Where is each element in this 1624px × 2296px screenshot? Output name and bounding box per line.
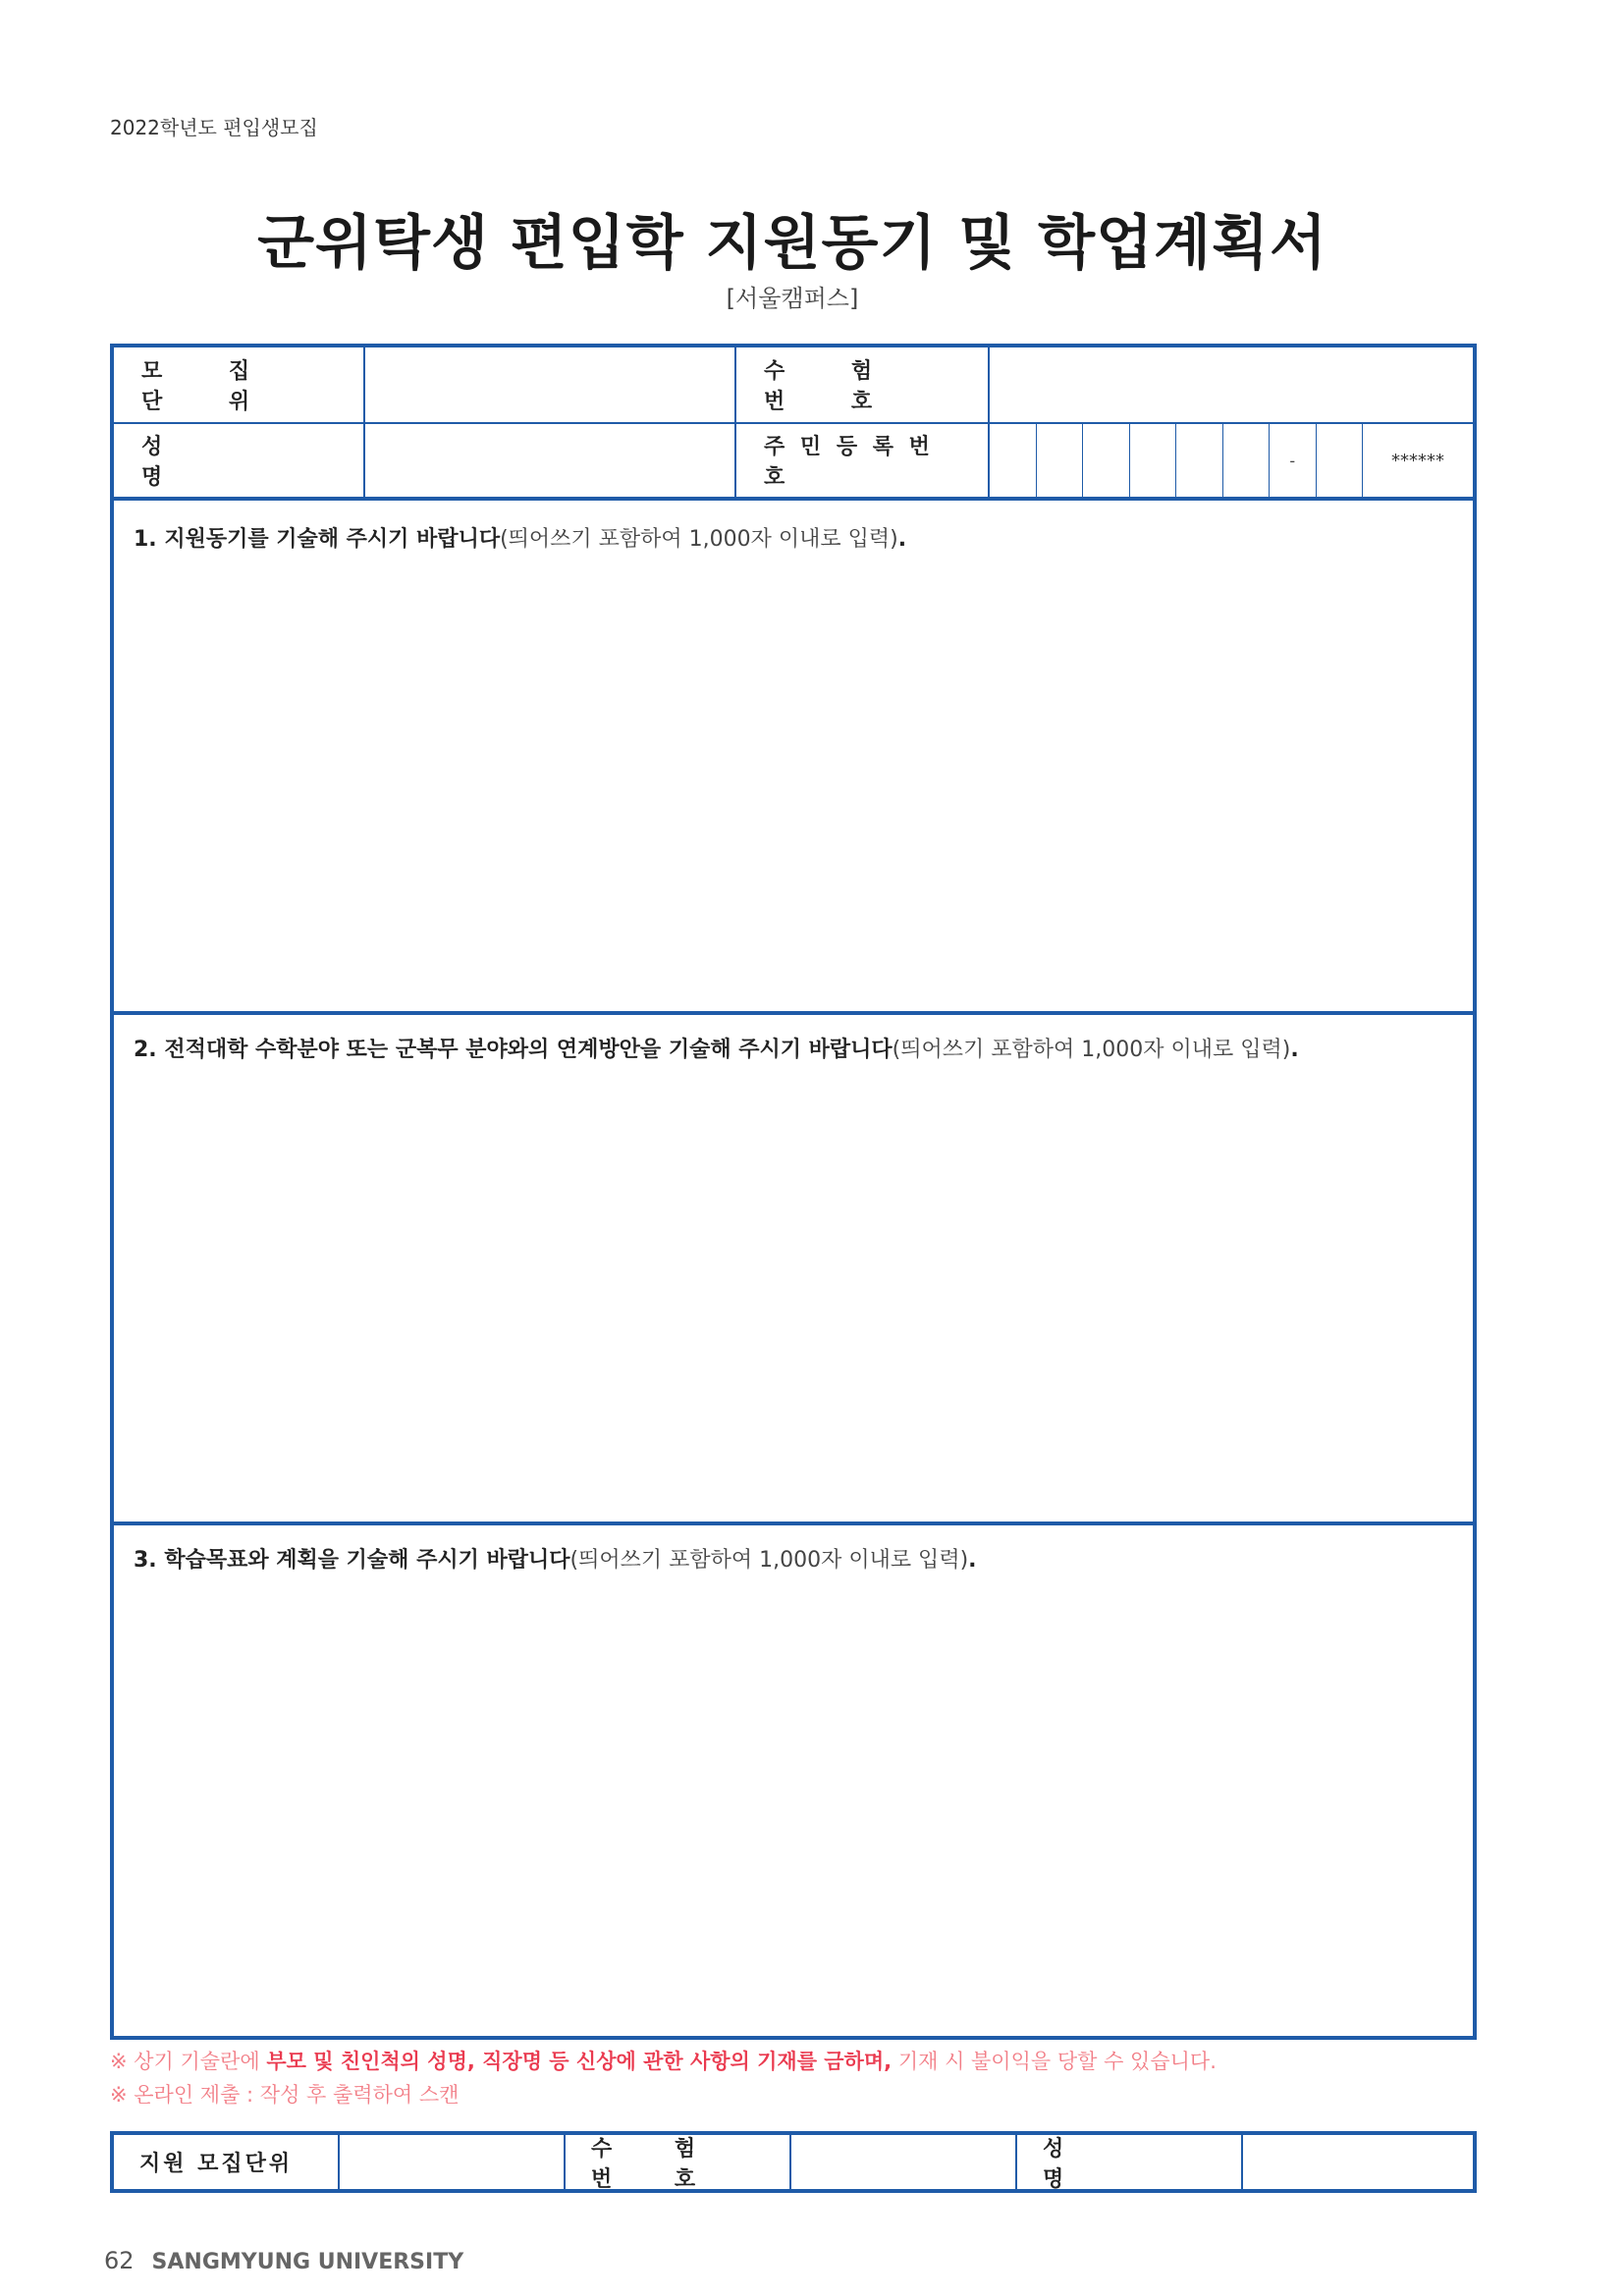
exam-number-label-text: 수 험 번 호 <box>764 359 902 414</box>
question-1-text <box>134 522 906 553</box>
question-2-bold: 2. 전적대학 수학분야 또는 군복무 분야와의 연계방안을 기술해 주시기 바랍니다 <box>134 1038 893 1062</box>
question-1-section[interactable] <box>114 505 1473 1015</box>
resident-digit-box[interactable] <box>990 424 1037 497</box>
question-3-text <box>134 1543 977 1574</box>
bottom-name-field[interactable] <box>1243 2135 1473 2189</box>
question-2-section[interactable] <box>114 1015 1473 1525</box>
university-name: SANGMYUNG UNIVERSITY <box>151 2250 464 2274</box>
header-year-label: 2022학년도 편입생모집 <box>110 116 318 139</box>
question-3-section[interactable] <box>114 1525 1473 2036</box>
resident-digit-box[interactable] <box>1223 424 1271 497</box>
bottom-slip <box>110 2131 1477 2193</box>
form-row-2 <box>114 424 1473 501</box>
resident-digit-box[interactable] <box>1176 424 1223 497</box>
notice-1-suffix: 기재 시 불이익을 당할 수 있습니다. <box>892 2050 1217 2073</box>
main-form <box>110 344 1477 2040</box>
bottom-apply-unit-label-text: 지원 모집단위 <box>139 2152 294 2176</box>
question-3-instruction: (띄어쓰기 포함하여 1,000자 이내로 입력) <box>569 1548 969 1573</box>
notice-1-prefix: ※ 상기 기술란에 <box>110 2050 267 2073</box>
name-label-text: 성 명 <box>141 435 163 490</box>
question-3-end: . <box>968 1548 977 1573</box>
bottom-apply-unit-label <box>114 2135 340 2189</box>
resident-number-label <box>736 424 990 497</box>
recruit-unit-field[interactable] <box>365 347 736 422</box>
exam-number-field[interactable] <box>990 347 1473 422</box>
resident-masked-digits: ****** <box>1391 450 1444 471</box>
notice-1 <box>110 2046 1217 2075</box>
name-field[interactable] <box>365 424 736 497</box>
question-1-end: . <box>897 527 907 552</box>
resident-dash: - <box>1270 424 1317 497</box>
resident-number-boxes <box>990 424 1473 497</box>
question-2-instruction: (띄어쓰기 포함하여 1,000자 이내로 입력) <box>892 1038 1291 1062</box>
question-3-bold: 3. 학습목표와 계획을 기술해 주시기 바랍니다 <box>134 1548 570 1573</box>
question-1-instruction: (띄어쓰기 포함하여 1,000자 이내로 입력) <box>500 527 898 552</box>
name-label <box>114 424 365 497</box>
form-row-1 <box>114 347 1473 424</box>
page-number: 62 <box>104 2247 135 2274</box>
question-2-text <box>134 1033 1299 1063</box>
page-title: 군위탁생 편입학 지원동기 및 학업계획서 <box>257 209 1327 278</box>
notice-1-bold: 부모 및 친인척의 성명, 직장명 등 신상에 관한 사항의 기재를 금하며, <box>266 2050 893 2073</box>
recruit-unit-label-text: 모 집 단 위 <box>141 359 280 414</box>
resident-digit-box[interactable] <box>1037 424 1084 497</box>
bottom-exam-number-label <box>566 2135 791 2192</box>
page-footer <box>104 2247 463 2274</box>
question-2-end: . <box>1290 1038 1299 1062</box>
recruit-unit-label <box>114 347 365 422</box>
resident-digit-box[interactable] <box>1130 424 1177 497</box>
notice-2: ※ 온라인 제출 : 작성 후 출력하여 스캔 <box>110 2083 460 2107</box>
page-subtitle: [서울캠퍼스] <box>726 285 859 312</box>
resident-number-label-text: 주 민 등 록 번 호 <box>764 435 934 490</box>
question-1-bold: 1. 지원동기를 기술해 주시기 바랍니다 <box>134 527 501 552</box>
bottom-exam-number-label-text: 수 험 번 호 <box>591 2136 724 2192</box>
bottom-name-label <box>1017 2135 1243 2192</box>
resident-digit-box[interactable] <box>1083 424 1130 497</box>
resident-digit-box[interactable] <box>1317 424 1364 497</box>
bottom-exam-number-field[interactable] <box>791 2135 1017 2189</box>
bottom-name-label-text: 성 명 <box>1043 2136 1064 2192</box>
exam-number-label <box>736 347 990 422</box>
bottom-apply-unit-field[interactable] <box>340 2135 566 2189</box>
